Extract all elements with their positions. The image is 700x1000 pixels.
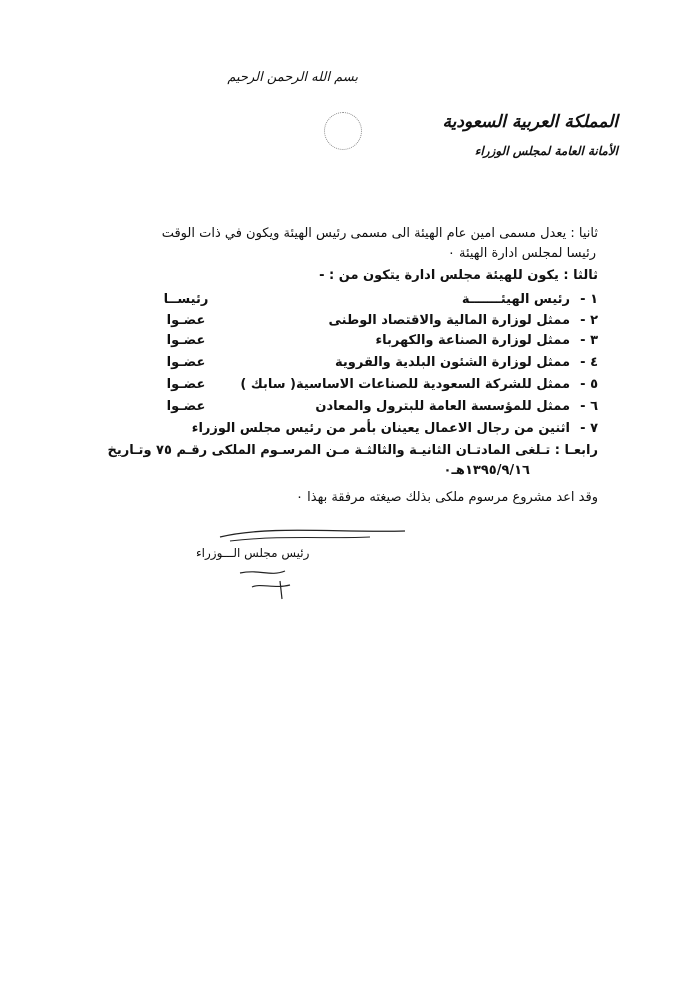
member-role: عضـوا — [166, 313, 206, 328]
member-role: رئيســا — [163, 292, 209, 307]
member-role: عضـوا — [166, 355, 206, 370]
member-role: عضـوا — [166, 377, 206, 392]
member-name: ممثل للمؤسسة العامة للبترول والمعادن — [315, 399, 570, 414]
paragraph-closing: وقد اعد مشروع مرسوم ملكى بذلك صيغته مرفقة بهذا ٠ — [296, 490, 598, 505]
member-name: ممثل للشركة السعودية للصناعات الاساسية( سابك ) — [240, 377, 570, 392]
seal-emblem — [324, 112, 362, 150]
office-header: الأمانة العامة لمجلس الوزراء — [474, 144, 618, 158]
member-number: ٦ - — [580, 399, 598, 414]
signature-scribble — [190, 515, 420, 605]
member-number: ٧ - — [580, 421, 598, 436]
member-role: عضـوا — [166, 333, 206, 348]
member-role: عضـوا — [166, 399, 206, 414]
member-number: ٤ - — [580, 355, 598, 370]
basmala: بسم الله الرحمن الرحيم — [227, 70, 358, 85]
member-name: ممثل لوزارة الصناعة والكهرباء — [375, 333, 570, 348]
member-name: اثنين من رجال الاعمال يعينان بأمر من رئيس مجلس الوزراء — [191, 421, 570, 436]
kingdom-header: المملكة العربية السعودية — [442, 112, 618, 132]
member-name: ممثل لوزارة المالية والاقتصاد الوطنى — [328, 313, 570, 328]
paragraph-third-intro: ثالثا : يكون للهيئة مجلس ادارة يتكون من : - — [319, 268, 598, 283]
paragraph-fourth-line1: رابعـا : تـلغى المادتـان الثانيـة والثالثـة مـن المرسـوم الملكى رقـم ٧٥ وتـاريخ — [107, 443, 598, 458]
member-name: رئيس الهيئـــــــة — [461, 292, 570, 307]
member-number: ٣ - — [580, 333, 598, 348]
paragraph-second-line2: رئيسا لمجلس ادارة الهيئة ٠ — [447, 246, 596, 261]
member-number: ٥ - — [580, 377, 598, 392]
member-name: ممثل لوزارة الشئون البلدية والقروية — [335, 355, 570, 370]
member-number: ١ - — [580, 292, 598, 307]
member-number: ٢ - — [580, 313, 598, 328]
paragraph-second-line1: ثانيا : يعدل مسمى امين عام الهيئة الى مسمى رئيس الهيئة ويكون في ذات الوقت — [161, 226, 598, 241]
signature-title: رئيس مجلس الـــوزراء — [196, 546, 310, 560]
paragraph-fourth-line2: ١٣٩٥/٩/١٦هـ٠ — [443, 463, 530, 478]
